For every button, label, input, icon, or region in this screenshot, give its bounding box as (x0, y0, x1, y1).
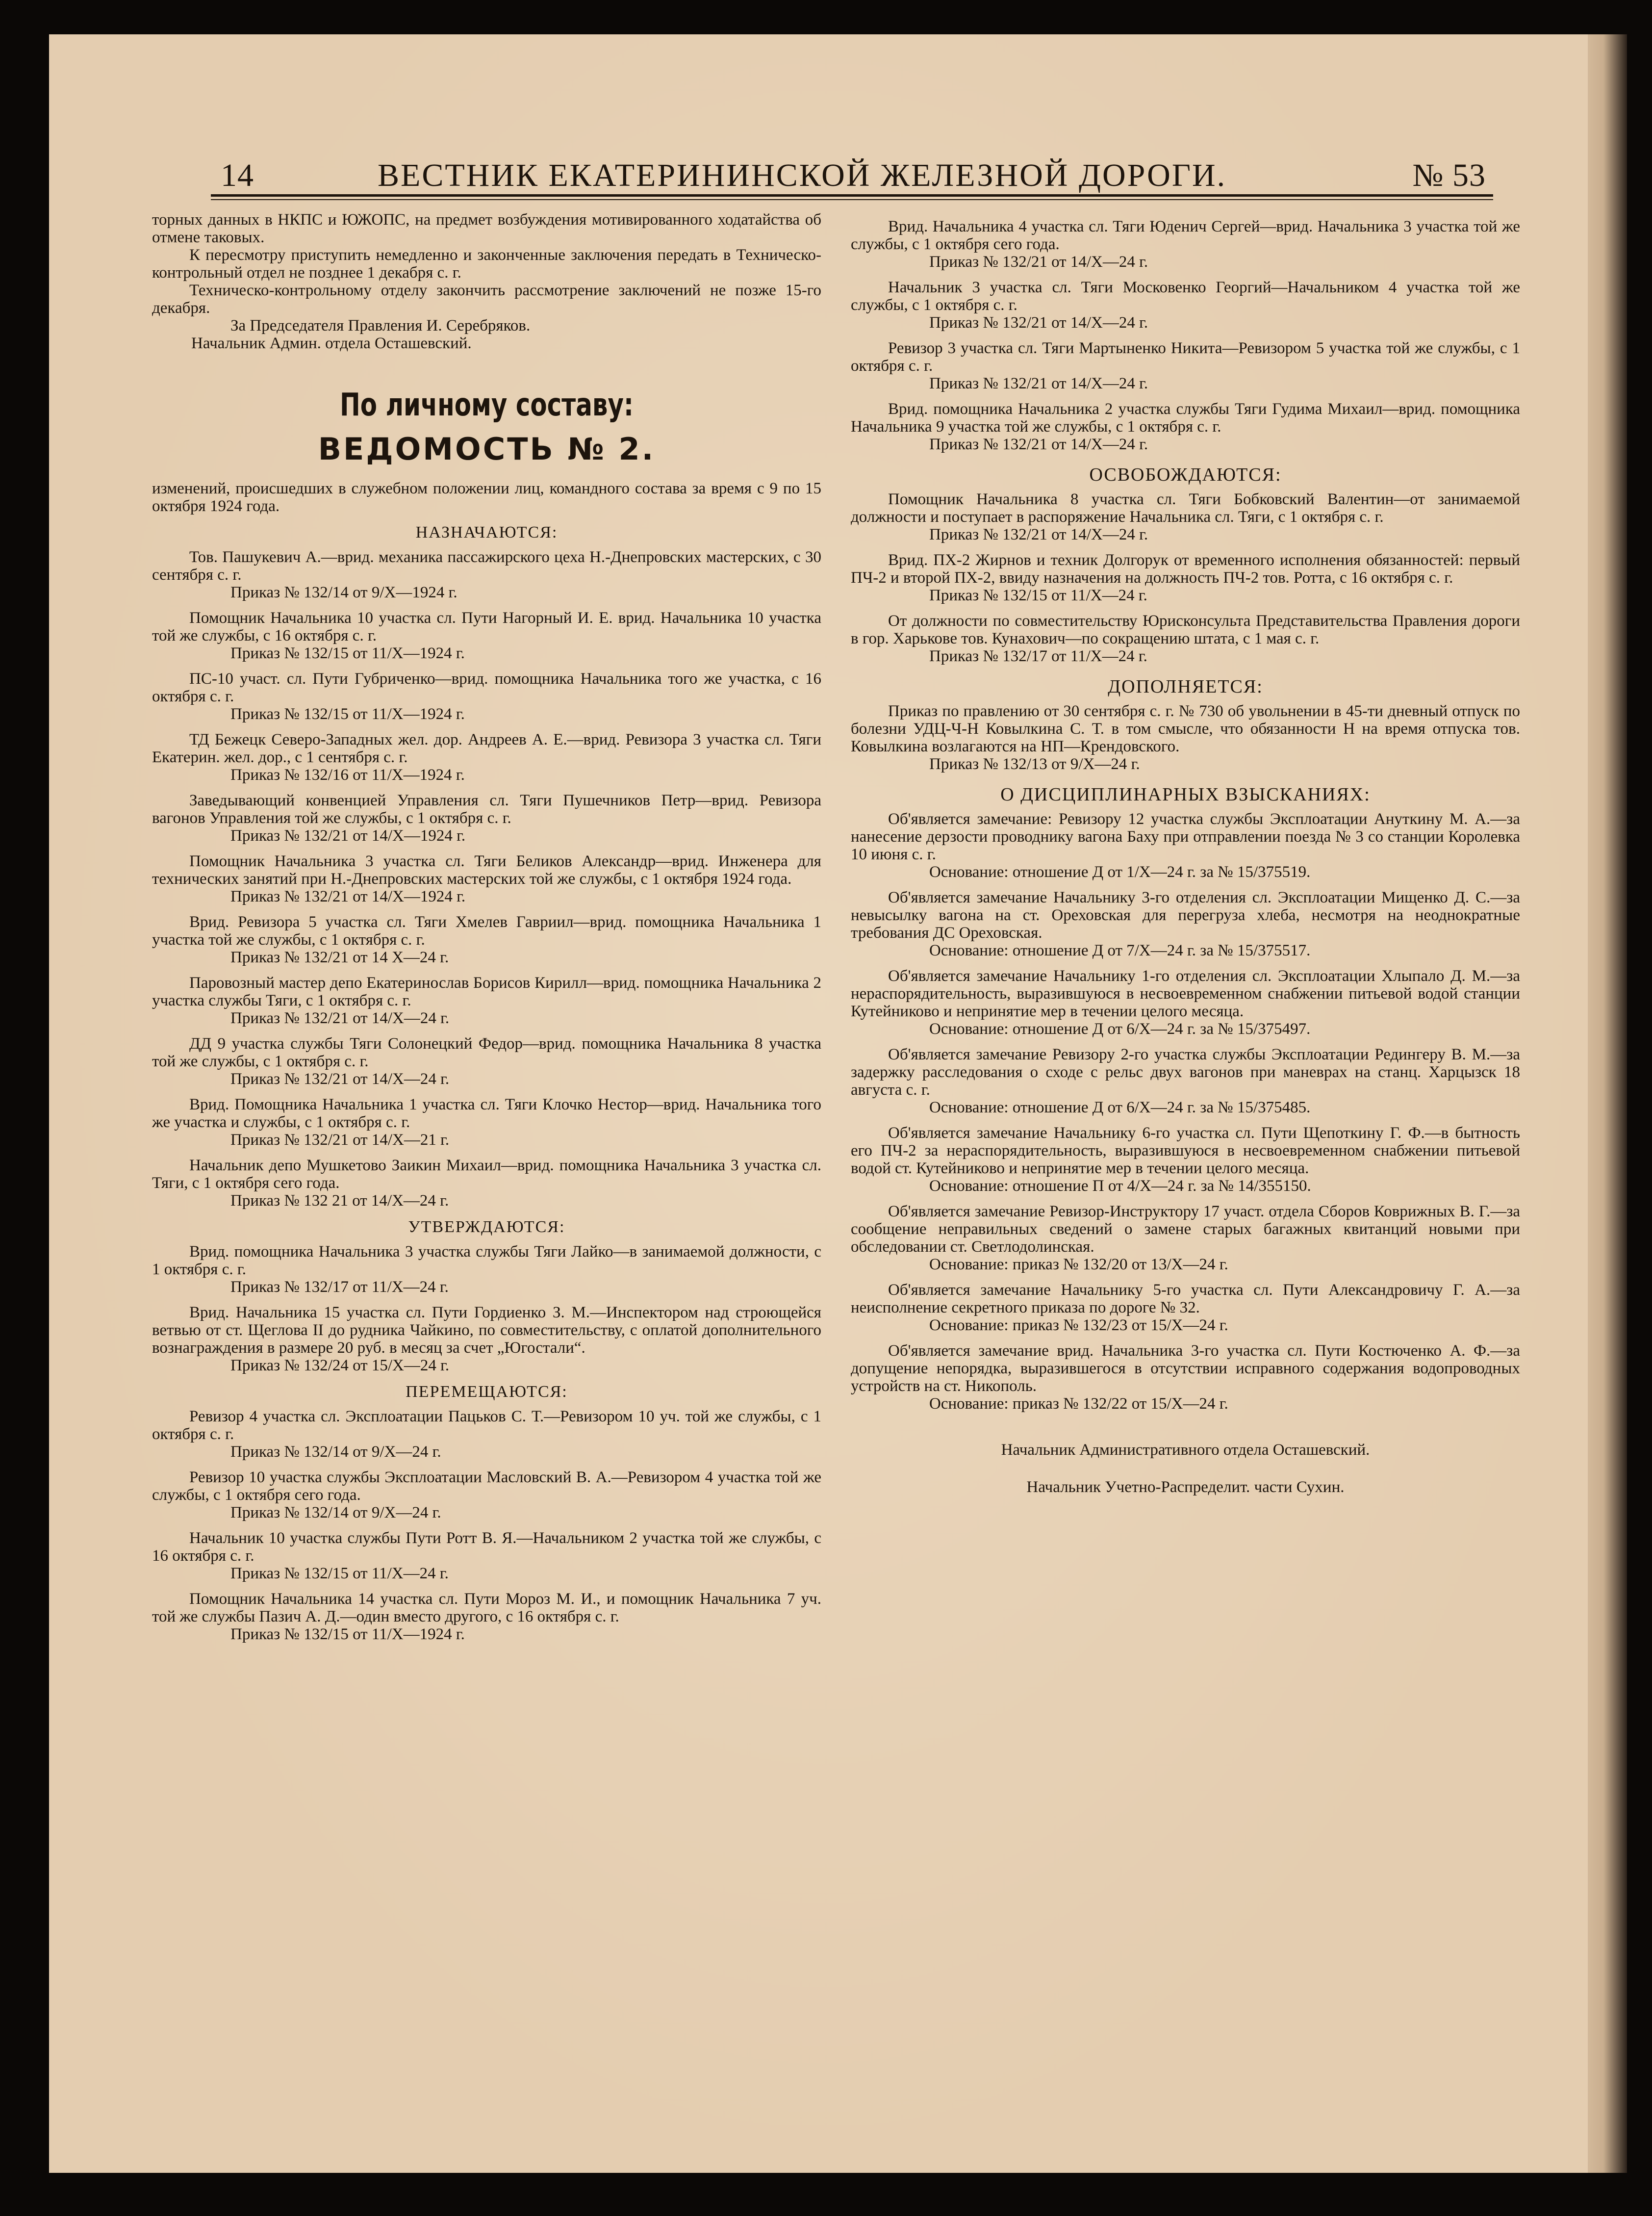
entry-text: Помощник Начальника 14 участка сл. Пути Мороз М. И., и помощник Начальника 7 уч. той же службы Пазич А. Д.—один вместо другого, с 16 октября с. г. (152, 1590, 821, 1625)
entry-text: Об'является замечание Начальнику 6-го участка сл. Пути Щепоткину Г. Ф.—в бытность его ПЧ-2 за нераспорядительность, выразившуюся в несвоевременном снабжении питьевой водой ст. Кутейниково и непринятие мер в течении целого месяца. (851, 1124, 1520, 1177)
entry-text: ТД Бежецк Северо-Западных жел. дор. Андреев А. Е.—врид. Ревизора 3 участка сл. Тяги Екатерин. жел. дор., с 1 сентября с. г. (152, 731, 821, 766)
signature-accounting-head: Начальник Учетно-Распределит. части Сухин. (1026, 1478, 1345, 1496)
confirmed-list (152, 1243, 821, 1374)
moved-heading: ПЕРЕМЕЩАЮТСЯ: (406, 1383, 568, 1401)
appointed-heading: НАЗНАЧАЮТСЯ: (415, 523, 558, 541)
order-reference: Приказ № 132/14 от 9/Х—1924 г. (230, 584, 457, 601)
entry-text: Врид. Начальника 15 участка сл. Пути Гордиенко З. М.—Инспектором над строющейся ветвью от ст. Щеглова II до рудника Чайкино, по совместительству, с оплатой дополнительного вознаграждения в размере 20 руб. в месяц за счет „Югостали“. (152, 1304, 821, 1357)
issue-number: № 53 (1412, 157, 1486, 193)
order-reference: Основание: отношение Д от 1/Х—24 г. за № 15/375519. (929, 863, 1311, 881)
entry-text: Об'является замечание Начальнику 5-го участка сл. Пути Александровичу Г. А.—за неисполнение секретного приказа по дороге № 32. (851, 1281, 1520, 1316)
entry-text: Помощник Начальника 8 участка сл. Тяги Бобковский Валентин—от занимаемой должности и поступает в распоряжение Начальника сл. Тяги, с 1 октября с. г. (851, 490, 1520, 526)
signature-admin-head: Начальник Административного отдела Осташевский. (1001, 1441, 1370, 1459)
entry-text: Врид. помощника Начальника 3 участка службы Тяги Лайко—в занимаемой должности, с 1 октября с. г. (152, 1243, 821, 1278)
order-reference: Приказ № 132/14 от 9/Х—24 г. (230, 1504, 441, 1521)
entry-text: ДД 9 участка службы Тяги Солонецкий Федор—врид. помощника Начальника 8 участка той же службы, с 1 октября с. г. (152, 1035, 821, 1070)
order-reference: Приказ № 132/15 от 11/Х—1924 г. (230, 644, 465, 662)
order-reference: Приказ № 132/21 от 14/Х—1924 г. (230, 888, 466, 905)
order-reference: Приказ № 132/14 от 9/Х—24 г. (230, 1443, 441, 1461)
entry-text: Врид. ПХ-2 Жирнов и техник Долгорук от временного исполнения обязанностей: первый ПЧ-2 и второй ПХ-2, ввиду назначения на должность ПЧ-2 тов. Ротта, с 16 октября с. г. (851, 551, 1520, 587)
right-column (851, 211, 1520, 1496)
discipline-list (851, 810, 1520, 1413)
order-reference: Основание: приказ № 132/23 от 15/Х—24 г. (929, 1316, 1228, 1334)
vedomost-intro: изменений, происшедших в служебном положении лиц, командного состава за время с 9 по 15 октября 1924 года. (152, 480, 821, 515)
intro-text (152, 211, 821, 317)
entry-text: Начальник 10 участка службы Пути Ротт В. Я.—Начальником 2 участка той же службы, с 16 октября с. г. (152, 1529, 821, 1565)
intro-paragraph: К пересмотру приступить немедленно и законченные заключения передать в Техническо-контрольный отдел не позднее 1 декабря с. г. (152, 246, 821, 282)
header-rule-thick (211, 194, 1493, 197)
entry-text: Ревизор 3 участка сл. Тяги Мартыненко Никита—Ревизором 5 участка той же службы, с 1 октября с. г. (851, 339, 1520, 375)
order-reference: Приказ № 132/15 от 11/Х—1924 г. (230, 1625, 465, 1643)
intro-paragraph: торных данных в НКПС и ЮЖОПС, на предмет возбуждения мотивированного ходатайства об отмене таковых. (152, 211, 821, 246)
confirmed-heading: УТВЕРЖДАЮТСЯ: (408, 1218, 565, 1236)
entry-text: Об'является замечание Начальнику 3-го отделения сл. Эксплоатации Мищенко Д. С.—за невысылку вагона на ст. Ореховская для перегруза хлеба, несмотря на неоднократные требования ДС Ореховская. (851, 889, 1520, 942)
vedomost-title: ВЕДОМОСТЬ № 2. (318, 431, 656, 467)
order-reference: Основание: отношение Д от 6/Х—24 г. за № 15/375485. (929, 1099, 1311, 1116)
order-reference: Основание: приказ № 132/20 от 13/Х—24 г. (929, 1256, 1228, 1273)
order-reference: Приказ № 132/21 от 14/Х—24 г. (929, 436, 1148, 453)
entry-text: Врид. Ревизора 5 участка сл. Тяги Хмелев Гавриил—врид. помощника Начальника 1 участка той же службы, с 1 октября с. г. (152, 913, 821, 949)
order-reference: Приказ № 132/16 от 11/Х—1924 г. (230, 766, 465, 784)
order-reference: Приказ № 132/21 от 14/Х—24 г. (929, 526, 1148, 543)
entry-text: Ревизор 10 участка службы Эксплоатации Масловский В. А.—Ревизором 4 участка той же службы, с 1 октября сего года. (152, 1469, 821, 1504)
signature-chairman: За Председателя Правления И. Серебряков. (230, 317, 531, 335)
entry-text: Об'является замечание: Ревизору 12 участка службы Эксплоатации Ануткину М. А.—за нанесение дерзости проводнику вагона Баху при отправлении поезда № 3 со станции Королевка 10 июня с. г. (851, 810, 1520, 863)
entry-text: Тов. Пашукевич А.—врид. механика пассажирского цеха Н.-Днепровских мастерских, с 30 сентября с. г. (152, 548, 821, 584)
order-reference: Приказ № 132/13 от 9/Х—24 г. (929, 755, 1140, 773)
order-reference: Приказ № 132/21 от 14/Х—24 г. (929, 314, 1148, 332)
order-reference: Приказ № 132/21 от 14/Х—24 г. (230, 1070, 450, 1088)
entry-text: Начальник 3 участка сл. Тяги Московенко Георгий—Начальником 4 участка той же службы, с 1 октября с. г. (851, 279, 1520, 314)
entry-text: Врид. Помощника Начальника 1 участка сл. Тяги Клочко Нестор—врид. Начальника того же участка и службы, с 1 октября с. г. (152, 1096, 821, 1131)
page-header (211, 156, 1491, 195)
section-heading: По личному составу: (340, 387, 634, 423)
order-reference: Приказ № 132/21 от 14/Х—1924 г. (230, 827, 466, 845)
intro-paragraph: Техническо-контрольному отделу закончить рассмотрение заключений не позже 15-го декабря. (152, 282, 821, 317)
order-reference: Приказ № 132/21 от 14/Х—24 г. (230, 1009, 450, 1027)
entry-text: Заведывающий конвенцией Управления сл. Тяги Пушечников Петр—врид. Ревизора вагонов Управления той же службы, с 1 октября с. г. (152, 792, 821, 827)
entry-text: Начальник депо Мушкетово Заикин Михаил—врид. помощника Начальника 3 участка сл. Тяги, с 1 октября сего года. (152, 1157, 821, 1192)
header-rule-thin (211, 199, 1493, 200)
discipline-heading: О ДИСЦИПЛИНАРНЫХ ВЗЫСКАНИЯХ: (1000, 784, 1371, 805)
entry-text: Ревизор 4 участка сл. Эксплоатации Пацьков С. Т.—Ревизором 10 уч. той же службы, с 1 октября с. г. (152, 1408, 821, 1443)
signature-admin: Начальник Админ. отдела Осташевский. (191, 335, 472, 352)
order-reference: Приказ № 132/15 от 11/Х—24 г. (929, 587, 1147, 604)
moved-list-continued (851, 218, 1520, 453)
moved-list (152, 1408, 821, 1643)
entry-text: Помощник Начальника 10 участка сл. Пути Нагорный И. Е. врид. Начальника 10 участка той же службы, с 16 октября с. г. (152, 609, 821, 644)
appointed-list (152, 548, 821, 1210)
order-reference: Основание: отношение П от 4/Х—24 г. за № 14/355150. (929, 1177, 1311, 1195)
order-reference: Приказ № 132/15 от 11/Х—24 г. (230, 1565, 449, 1582)
entry-text: Об'является замечание Ревизор-Инструктору 17 участ. отдела Сборов Коврижных В. Г.—за сообщение неправильных сведений о замене старых багажных квитанций новыми при обследовании ст. Светлодолинская. (851, 1203, 1520, 1256)
entry-text: Врид. Начальника 4 участка сл. Тяги Юденич Сергей—врид. Начальника 3 участка той же службы, с 1 октября сего года. (851, 218, 1520, 253)
order-reference: Приказ № 132/15 от 11/Х—1924 г. (230, 705, 465, 723)
order-reference: Приказ № 132/21 от 14 Х—24 г. (230, 949, 449, 966)
order-reference: Приказ № 132/24 от 15/Х—24 г. (230, 1357, 450, 1374)
entry-text: Об'является замечание врид. Начальника 3-го участка сл. Пути Костюченко А. Ф.—за допущение непорядка, выразившегося в отсутствии исправного содержания водопроводных устройств на ст. Никополь. (851, 1342, 1520, 1395)
entry-text: Паровозный мастер депо Екатеринослав Борисов Кирилл—врид. помощника Начальника 2 участка службы Тяги, с 1 октября с. г. (152, 974, 821, 1009)
order-reference: Приказ № 132/21 от 14/Х—24 г. (929, 253, 1148, 271)
entry-text: Приказ по правлению от 30 сентября с. г. № 730 об увольнении в 45-ти дневный отпуск по болезни УДЦ-Ч-Н Ковылкина С. Т. в том смысле, что обязанности Н на время отпуска тов. Ковылкина возлагаются на НП—Крендовского. (851, 702, 1520, 755)
entry-text: От должности по совместительству Юрисконсульта Представительства Правления дороги в гор. Харькове тов. Кунахович—по сокращению штата, с 1 мая с. г. (851, 612, 1520, 647)
order-reference: Приказ № 132/21 от 14/Х—24 г. (929, 375, 1148, 392)
page-number: 14 (221, 157, 254, 193)
entry-text: Об'является замечание Ревизору 2-го участка службы Эксплоатации Редингеру В. М.—за задержку расследования о сходе с рельс двух вагонов при маневрах на станц. Харцызск 18 августа с. г. (851, 1046, 1520, 1099)
order-reference: Приказ № 132/17 от 11/Х—24 г. (230, 1278, 449, 1296)
next-page-edge (1588, 34, 1627, 2173)
supplemented-heading: ДОПОЛНЯЕТСЯ: (1108, 676, 1263, 697)
supplemented-list (851, 702, 1520, 773)
order-reference: Приказ № 132/17 от 11/Х—24 г. (929, 647, 1147, 665)
order-reference: Основание: отношение Д от 6/Х—24 г. за № 15/375497. (929, 1020, 1311, 1038)
released-heading: ОСВОБОЖДАЮТСЯ: (1089, 464, 1282, 485)
entry-text: ПС-10 участ. сл. Пути Губриченко—врид. помощника Начальника того же участка, с 16 октября с. г. (152, 670, 821, 705)
order-reference: Основание: приказ № 132/22 от 15/Х—24 г. (929, 1395, 1228, 1413)
entry-text: Помощник Начальника 3 участка сл. Тяги Беликов Александр—врид. Инженера для технических занятий при Н.-Днепровских мастерских той же службы, с 1 октября 1924 года. (152, 852, 821, 888)
order-reference: Приказ № 132/21 от 14/Х—21 г. (230, 1131, 450, 1149)
order-reference: Основание: отношение Д от 7/Х—24 г. за № 15/375517. (929, 942, 1311, 959)
entry-text: Врид. помощника Начальника 2 участка службы Тяги Гудима Михаил—врид. помощника Начальника 9 участка той же службы, с 1 октября с. г. (851, 400, 1520, 436)
released-list (851, 490, 1520, 665)
entry-text: Об'является замечание Начальнику 1-го отделения сл. Эксплоатации Хлыпало Д. М.—за нераспорядительность, выразившуюся в несвоевременном снабжении питьевой водой станции Кутейниково и непринятие мер в течении целого месяца. (851, 967, 1520, 1020)
order-reference: Приказ № 132 21 от 14/Х—24 г. (230, 1192, 449, 1210)
left-column (152, 211, 821, 1651)
journal-title: ВЕСТНИК ЕКАТЕРИНИНСКОЙ ЖЕЛЕЗНОЙ ДОРОГИ. (378, 157, 1227, 193)
